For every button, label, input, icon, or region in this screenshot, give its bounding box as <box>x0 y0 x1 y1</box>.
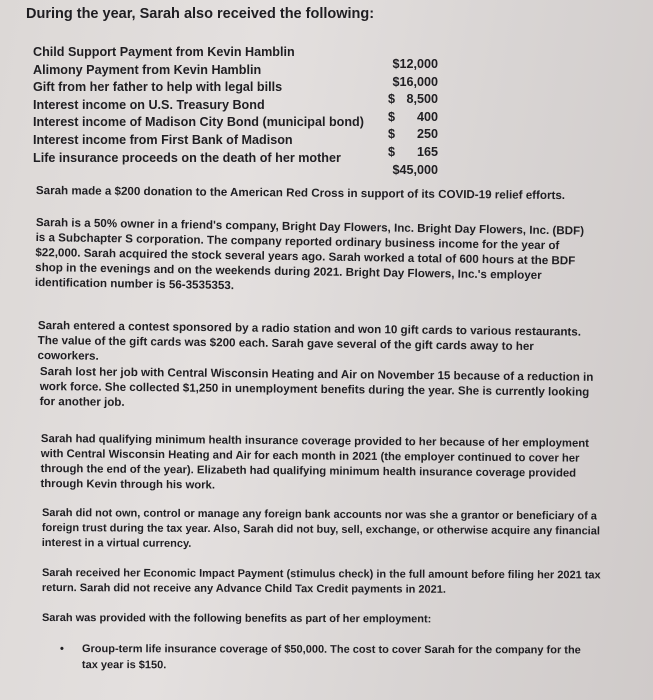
income-item-labels <box>33 44 364 167</box>
income-item-label: Alimony Payment from Kevin Hamblin <box>33 62 262 77</box>
paragraph-unemployment: Sarah lost her job with Central Wisconsin Heating and Air on November 15 because of a reduction in work force. She collected $1,250 in unemployment benefits during the year. She is currently looking for another job. <box>39 364 594 409</box>
income-item-label: Interest income of Madison City Bond (municipal bond) <box>33 115 364 130</box>
paragraph-donation: Sarah made a $200 donation to the American Red Cross in support of its COVID-19 relief efforts. <box>35 183 566 203</box>
section-heading: During the year, Sarah also received the following: <box>26 6 375 22</box>
bullet-icon: • <box>59 643 64 656</box>
paragraph-health-insurance: Sarah had qualifying minimum health insurance coverage provided to her because of her employment with Central Wisconsin Heating and Air for each month in 2021 (the employer continued to cover her through the end of the year). Elizabeth had qualifying minimum health insurance coverage provided through Kevin through his work. <box>40 432 590 492</box>
income-item-amounts <box>388 56 438 179</box>
income-item-label: Gift from her father to help with legal bills <box>33 80 283 95</box>
paragraph-stimulus: Sarah received her Economic Impact Payment (stimulus check) in the full amount before filing her 2021 tax return. Sarah did not receive any Advance Child Tax Credit payments in 2021. <box>41 567 601 596</box>
income-item-label: Child Support Payment from Kevin Hamblin <box>33 45 295 59</box>
income-amount: $12,000 <box>392 57 438 71</box>
paragraph-benefits-intro: Sarah was provided with the following benefits as part of her employment: <box>41 612 432 626</box>
income-item-label: Interest income on U.S. Treasury Bond <box>33 97 265 112</box>
income-item-label: Interest income from First Bank of Madison <box>33 132 293 147</box>
paragraph-foreign-accounts: Sarah did not own, control or manage any foreign bank accounts nor was she a grantor or beneficiary of a foreign trust during the tax year. Also, Sarah did not buy, sell, exchange, or otherwise acquire any financial interest in a virtual currency. <box>41 506 600 550</box>
income-amount: $ 400 <box>388 109 438 124</box>
income-amount: $45,000 <box>392 162 438 177</box>
income-amount: $ 165 <box>388 144 438 159</box>
benefit-list-item <box>60 641 590 674</box>
benefit-text: Group-term life insurance coverage of $50,000. The cost to cover Sarah for the company for the tax year is $150. <box>81 643 581 672</box>
paragraph-gift-cards: Sarah entered a contest sponsored by a radio station and won 10 gift cards to various restaurants. The value of the gift cards was $200 each. Sarah gave several of the gift cards away to her coworkers. <box>37 318 582 363</box>
paragraph-bright-day-flowers: Sarah is a 50% owner in a friend's company, Bright Day Flowers, Inc. Bright Day Flowers, Inc. (BDF) is a Subchapter S corporation. The company reported ordinary business income for the year of $22,000. Sarah acquired the stock several years ago. Sarah worked a total of 600 hours at the BDF shop in the evenings and on the weekends during 2021. Bright Day Flowers, Inc.'s employer identification number is 56-3535353. <box>34 215 585 293</box>
income-amount: $ 8,500 <box>388 92 438 107</box>
income-amount: $ 250 <box>388 127 438 142</box>
income-item-label: Life insurance proceeds on the death of her mother <box>33 150 341 165</box>
income-amount: $16,000 <box>392 74 438 89</box>
